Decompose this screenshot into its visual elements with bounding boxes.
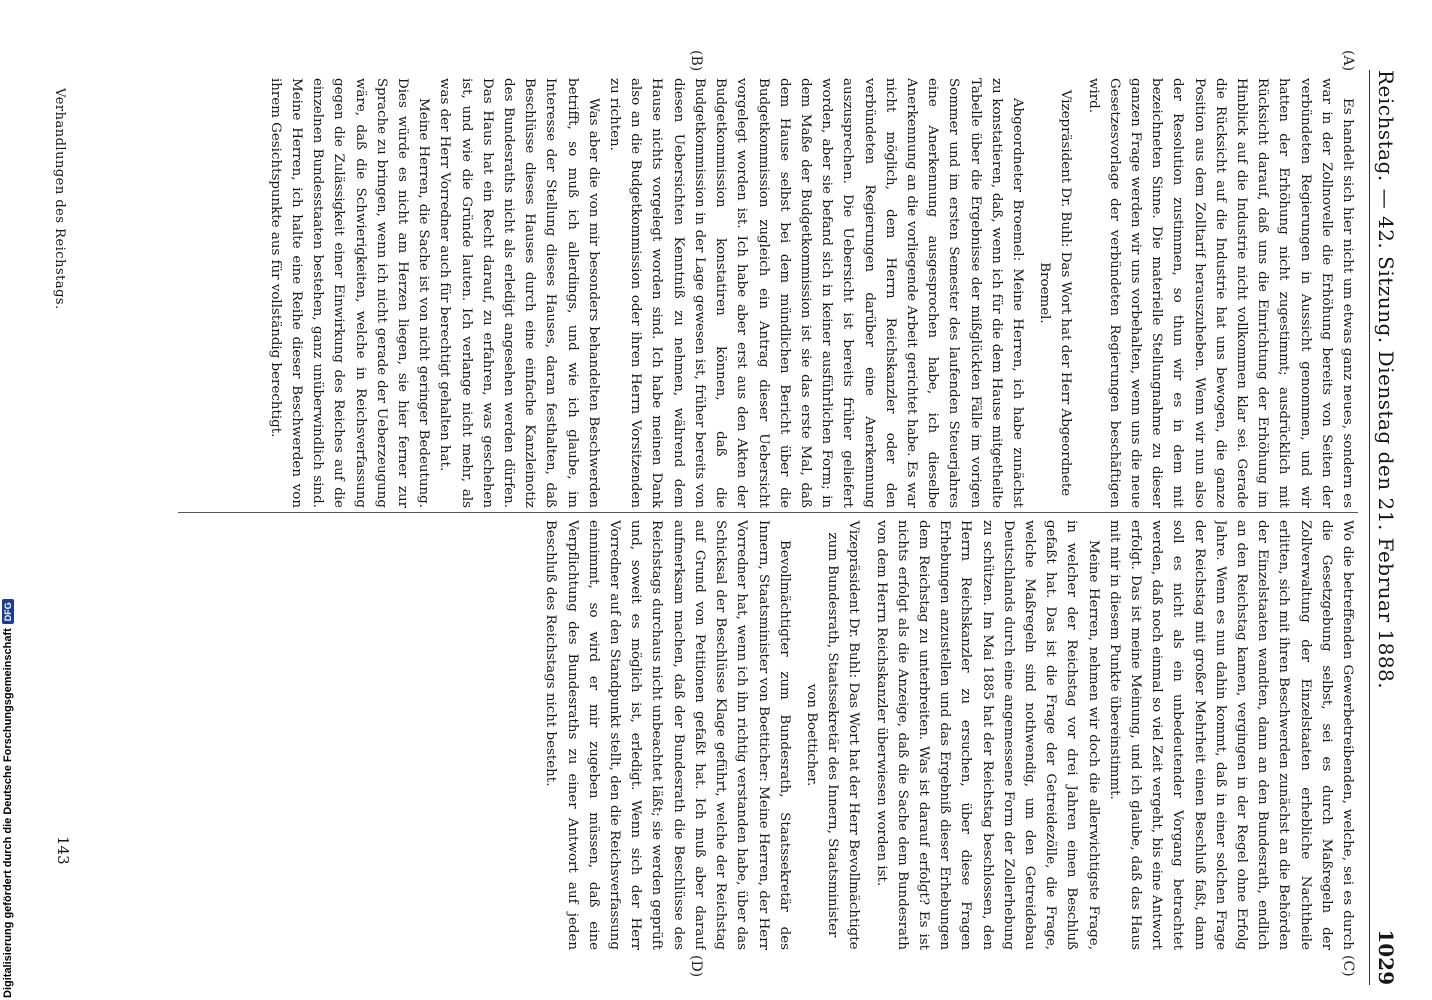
paragraph: Abgeordneter Broemel: Meine Herren, ich habe zunächst zu konstatieren, daß, wenn ich für die dem Hause mitgetheilte Tabelle über die Ergebnisse der mißglückten Fälle im vorigen Sommer und im ersten Semester des laufenden Steuerjahres eine Anerkennung ausgesprochen habe, ich dieselbe Anerkennung an die vorliegende Arbeit gerichtet habe. Es war nicht möglich, dem Herrn Reichskanzler oder den verbündeten Regierungen darüber eine Anerkennung auszusprechen. Die Uebersicht ist bereits früher geliefert worden, aber sie befand sich in keiner ausführlichen Form; in dem Maße der Budgetkommission ist sie das erste Mal, daß dem Hause selbst bei dem mündlichen Bericht über die Budgetkommission zugleich ein Antrag dieser Uebersicht vorgelegt worden ist. Ich habe aber erst aus den Akten der Budgetkommission konstatiren können, daß die Budgetkommission in der Lage gewesen ist, früher bereits von diesen Uebersichten Kenntniß zu nehmen, während dem Hause nichts vorgelegt worden sind. Ich habe meinen Dank also an die Budgetkommission oder ihren Herrn Vorsitzenden zu richten.	[607, 78, 1025, 508]
margin-mark-d: (D)	[688, 955, 704, 978]
column-divider	[178, 512, 1358, 513]
margin-mark-a: (A)	[1340, 50, 1356, 72]
paragraph: Was aber die von mir besonders behandelten Beschwerden betrifft, so muß ich allerdings, und wie ich glaube, im Interesse der Stellung dieses Hauses, daran festhalten, daß Beschlüsse dieses Hauses durch eine einfache Kanzleinotiz des Bundesraths nicht als erledigt angesehen werden dürfen. Das Haus hat ein Recht darauf, zu erfahren, was geschehen ist, und wie die Gründe lauten. Ich verlange nicht mehr, als was der Herr Vorredner auch für berechtigt gehalten hat.	[437, 78, 601, 508]
paragraph: Bevollmächtigter zum Bundesrath, Staatssekretär des Innern, Staatsminister von Boetticher: Meine Herren, der Herr Vorredner hat, wenn ich ihn richtig verstanden habe, über das Schicksal der Beschlüsse Klage geführt, welche der Reichstag auf Grund von Petitionen gefaßt hat. Ich muß aber darauf aufmerksam machen, daß der Bundesrath die Beschlüsse des Reichstags durchaus nicht unbeachtet läßt; sie werden geprüft und, soweit es möglich ist, erledigt. Wenn sich der Herr Vorredner auf den Standpunkt stellt, den die Reichsverfassung einnimmt, so wird er mir zugeben müssen, daß eine Verpflichtung des Bundesraths zu einer Antwort auf jeden Beschluß des Reichstags nicht besteht.	[543, 520, 792, 950]
margin-mark-b: (B)	[688, 50, 704, 72]
page-title: Reichstag. — 42. Sitzung. Dienstag den 21. Februar 1888.	[1374, 70, 1398, 690]
paragraph: Wo die betreffenden Gewerbetreibenden, welche, sei es durch die Gesetzgebung selbst, sei es durch Maßregeln der Zollverwaltung der Einzelstaaten erhebliche Nachtheile erlitten, sich mit ihren Beschwerden zunächst an die Behörden der Einzelstaaten wandten, dann an den Bundesrath, endlich an den Reichstag kamen, vergingen in der Regel ohne Erfolg Jahre. Wenn es nun dahin kommt, daß in einer solchen Frage der Reichstag mit großer Mehrheit einen Beschluß faßt, dann soll es nicht als ein unbedeutender Vorgang betrachtet werden, daß noch einmal so viel Zeit vergeht, bis eine Antwort erfolgt. Das ist meine Meinung, und ich glaube, daß das Haus mit mir in diesem Punkte übereinstimmt.	[1106, 520, 1355, 950]
stamp-text: Digitalisierung gefördert durch die Deutsche Forschungsgemeinschaft	[2, 628, 14, 998]
footer-page-number: 143	[54, 836, 72, 865]
footer-source: Verhandlungen des Reichstags.	[52, 88, 67, 310]
paragraph: Es handelt sich hier nicht um etwas ganz neues, sondern es war in der Zollnovelle die Erhöhung bereits von Seiten der verbündeten Regierungen in Aussicht genommen, und wir hatten der Erhöhung nicht zugestimmt; ausdrücklich mit Rücksicht darauf, daß uns die Einrichtung der Erhöhung im Hinblick auf die Industrie nicht vollkommen klar sei. Gerade die Rücksicht auf die Industrie hat uns bewogen, die ganze Position aus dem Zolltarif herauszuheben. Wenn wir nun also der Resolution zustimmen, so thun wir es in dem mit bezeichneten Sinne. Die materielle Stellungnahme zu dieser ganzen Frage werden wir uns vorbehalten, wenn uns die neue Gesetzesvorlage der verbündeten Regierungen beschäftigen wird.	[1085, 78, 1355, 508]
page-number: 1029	[1374, 929, 1398, 985]
left-column	[78, 78, 1358, 508]
paragraph: Meine Herren, die Sache ist von nicht geringer Bedeutung. Dies würde es nicht am Herzen liegen, sie hier ferner zur Sprache zu bringen, wenn ich nicht gerade der Ueberzeugung wäre, daß die Schwierigkeiten, welche in Reichsverfassung gegen die Zulässigkeit einer Einwirkung des Reiches auf die einzelnen Bundesstaaten bestehen, ganz unüberwindlich sind. Meine Herren, ich halte eine Reihe dieser Beschwerden von ihrem Gesichtspunkte aus für vollständig berechtigt.	[267, 78, 432, 508]
speaker-paragraph: Vizepräsident Dr. Buhl: Das Wort hat der Herr Abgeordnete Broemel.	[1037, 89, 1074, 497]
dfg-logo: DFG	[2, 599, 14, 624]
right-column	[78, 520, 1358, 950]
page-header	[1369, 70, 1402, 985]
margin-mark-c: (C)	[1340, 955, 1356, 977]
paragraph: Meine Herren, nehmen wir doch die allerwichtigste Frage, in welcher der Reichstag vor drei Jahren einen Beschluß gefaßt hat. Das ist die Frage der Getreidezölle, die Frage, welche Maßregeln sind nothwendig, um den Getreidebau Deutschlands durch eine angemessene Form der Zollerhebung zu schützen. Im Mai 1885 hat der Reichstag beschlossen, den Herrn Reichskanzler zu ersuchen, über diese Fragen Erhebungen anzustellen und das Ergebniß dieser Erhebungen dem Reichstag zu unterbreiten. Was ist darauf erfolgt? Es ist nichts erfolgt als die Anzeige, daß die Sache dem Bundesrath von dem Herrn Reichskanzler überwiesen worden ist.	[873, 520, 1101, 950]
speaker-paragraph: Vizepräsident Dr. Buhl: Das Wort hat der Herr Bevollmächtigte zum Bundesrath, Staatssekretär des Innern, Staatsminister von Boetticher.	[803, 520, 862, 950]
